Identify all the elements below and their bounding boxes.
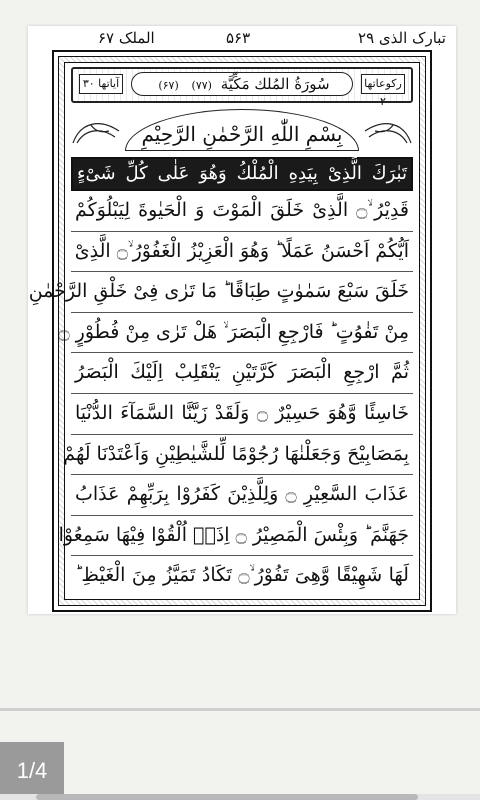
page-counter: 1/4 <box>0 742 64 800</box>
page-header-surah: الملک ۶۷ <box>98 29 155 47</box>
ayat-count-box: آیاتها ۳۰ <box>79 74 123 94</box>
verse-line: خَاسِئًا وَّهُوَ حَسِیْرٌ ۝ وَلَقَدْ زَیَّنَّا السَّمَآءَ الدُّنْیَا <box>71 394 413 435</box>
verse-line: ثُمَّ ارْجِعِ الْبَصَرَ كَرَّتَیْنِ یَنْقَلِبْ اِلَیْكَ الْبَصَرُ <box>71 353 413 394</box>
ruku-count-box: رکوعاتها ۲ <box>361 74 405 94</box>
verse-line: خَلَقَ سَبْعَ سَمٰوٰتٍ طِبَاقًا ؕ مَا تَرٰى فِیْ خَلْقِ الرَّحْمٰنِ <box>71 272 413 313</box>
page-header-juz: تبارک الذی ۲۹ <box>358 29 446 47</box>
viewer-divider <box>0 708 480 711</box>
verse-line: عَذَابَ السَّعِیْرِ ۝ وَلِلَّذِیْنَ كَفَرُوْا بِرَبِّهِمْ عَذَابُ <box>71 475 413 516</box>
horizontal-scrollbar-thumb[interactable] <box>36 794 418 800</box>
verse-line: تَبٰرَكَ الَّذِیْ بِیَدِهِ الْمُلْكُ وَهُوَ عَلٰى كُلِّ شَیْءٍ <box>71 157 413 191</box>
verse-line: جَهَنَّمَ ؕ وَبِئْسَ الْمَصِیْرُ ۝ اِذَاۤ اُلْقُوْا فِیْهَا سَمِعُوْا <box>71 516 413 557</box>
surah-number: (۶۷) <box>158 79 179 92</box>
verse-line: بِمَصَابِیْحَ وَجَعَلْنٰهَا رُجُوْمًا لِّلشَّیٰطِیْنِ وَاَعْتَدْنَا لَهُمْ <box>71 435 413 476</box>
surah-name: سُورَةُ المُلك مَكِّيَّة <box>220 75 330 93</box>
verse-line: اَیُّكُمْ اَحْسَنُ عَمَلًا ؕ وَهُوَ الْعَزِیْزُ الْغَفُوْرُ ۙ۝ الَّذِیْ <box>71 232 413 273</box>
verse-line: قَدِیْرُ ۙ۝ الَّذِیْ خَلَقَ الْمَوْتَ وَ الْحَیٰوةَ لِیَبْلُوَكُمْ <box>71 191 413 232</box>
basmala-text: بِسْمِ اللّٰهِ الرَّحْمٰنِ الرَّحِيْمِ <box>141 122 343 146</box>
quran-page-image[interactable] <box>28 26 456 614</box>
surah-order: (۷۷) <box>191 79 212 92</box>
surah-banner <box>71 67 413 108</box>
flourish-ornament-icon <box>363 117 413 145</box>
page-content <box>28 62 420 600</box>
verse-line: لَهَا شَهِیْقًا وَّهِیَ تَفُوْرُ ۙ۝ تَكَادُ تَمَیَّزُ مِنَ الْغَیْظِ ؕ <box>75 564 409 587</box>
verse-lines <box>28 157 413 595</box>
basmala-panel <box>71 109 413 151</box>
page-frame <box>28 50 432 612</box>
surah-title <box>131 72 353 96</box>
page-frame-border <box>28 56 426 606</box>
verse-line: مِنْ تَفٰوُتٍ ؕ فَارْجِعِ الْبَصَرَ ۙ هَلْ تَرٰى مِنْ فُطُوْرٍ ۝ <box>71 313 413 354</box>
page-number: ۵۶۳ <box>226 29 251 47</box>
